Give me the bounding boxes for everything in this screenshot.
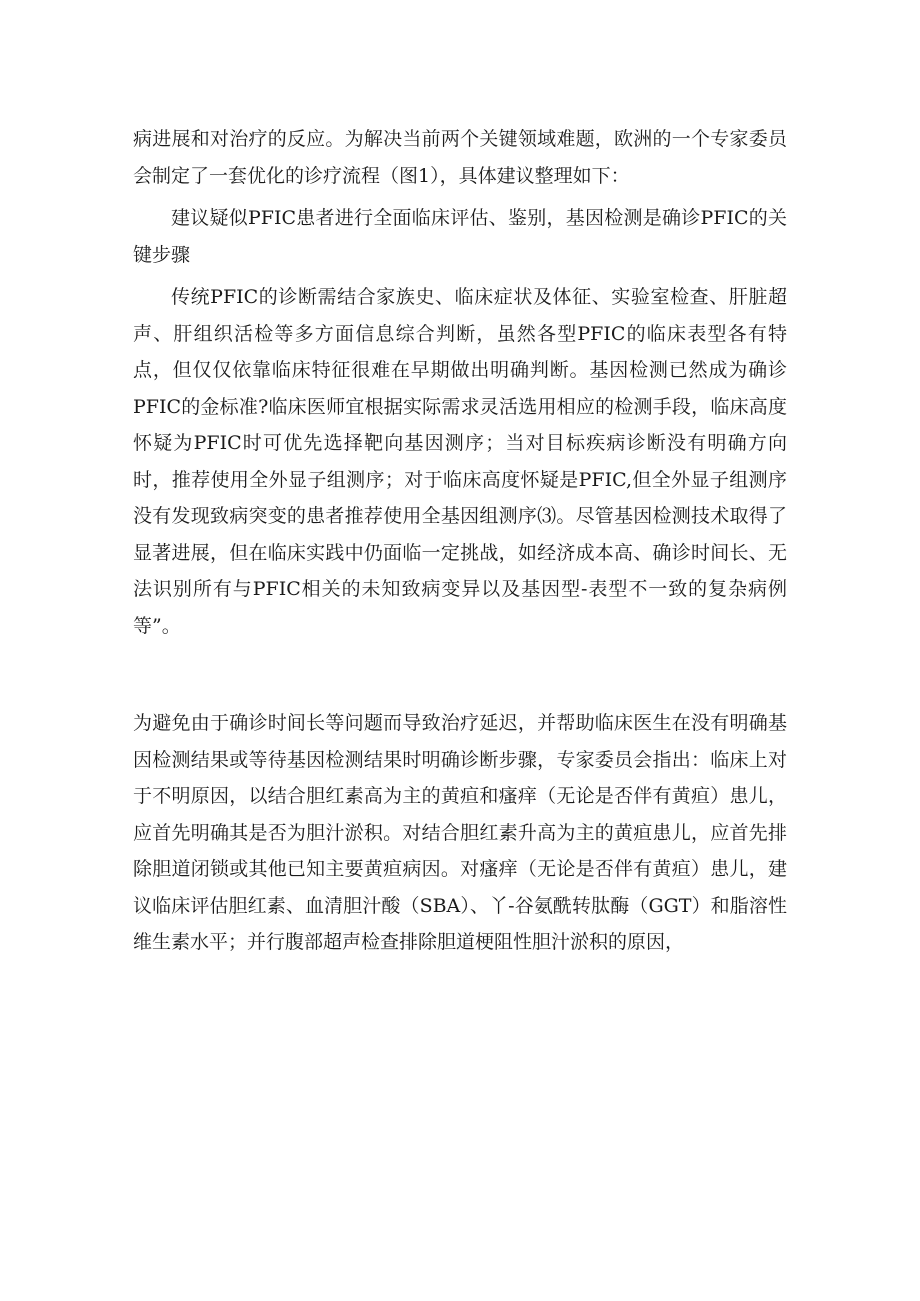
paragraph-expert-committee: 为避免由于确诊时间长等问题而导致治疗延迟，并帮助临床医生在没有明确基因检测结果或等待基因检测结果时明确诊断步骤，专家委员会指出：临床上对于不明原因，以结合胆红素高为主的黄疸和瘙痒（无论是否伴有黄疸）患儿，应首先明确其是否为胆汁淤积。对结合胆红素升高为主的黄疸患儿，应首先排除胆道闭锁或其他已知主要黄疸病因。对瘙痒（无论是否伴有黄疸）患儿，建议临床评估胆红素、血清胆汁酸（SBA）、丫-谷氨酰转肽酶（GGT）和脂溶性维生素水平；并行腹部超声检查排除胆道梗阻性胆汁淤积的原因， xyxy=(133,712,787,953)
section-heading-genetic-testing: 建议疑似PFIC患者进行全面临床评估、鉴别，基因检测是确诊PFIC的关键步骤 xyxy=(133,207,787,266)
paragraph-traditional-diagnosis: 传统PFIC的诊断需结合家族史、临床症状及体征、实验室检查、肝脏超声、肝组织活检等多方面信息综合判断，虽然各型PFIC的临床表型各有特点，但仅仅依靠临床特征很难在早期做出明确判断。基因检测已然成为确诊PFIC的金标准?临床医师宜根据实际需求灵活选用相应的检测手段，临床高度怀疑为PFIC时可优先选择靶向基因测序；当对目标疾病诊断没有明确方向时，推荐使用全外显子组测序；对于临床高度怀疑是PFIC,但全外显子组测序没有发现致病突变的患者推荐使用全基因组测序⑶。尽管基因检测技术取得了显著进展，但在临床实践中仍面临一定挑战，如经济成本高、确诊时间长、无法识别所有与PFIC相关的未知致病变异以及基因型-表型不一致的复杂病例等”。 xyxy=(133,286,787,637)
paragraph-intro-continuation: 病进展和对治疗的反应。为解决当前两个关键领域难题，欧洲的一个专家委员会制定了一套优化的诊疗流程（图1），具体建议整理如下： xyxy=(133,128,787,187)
